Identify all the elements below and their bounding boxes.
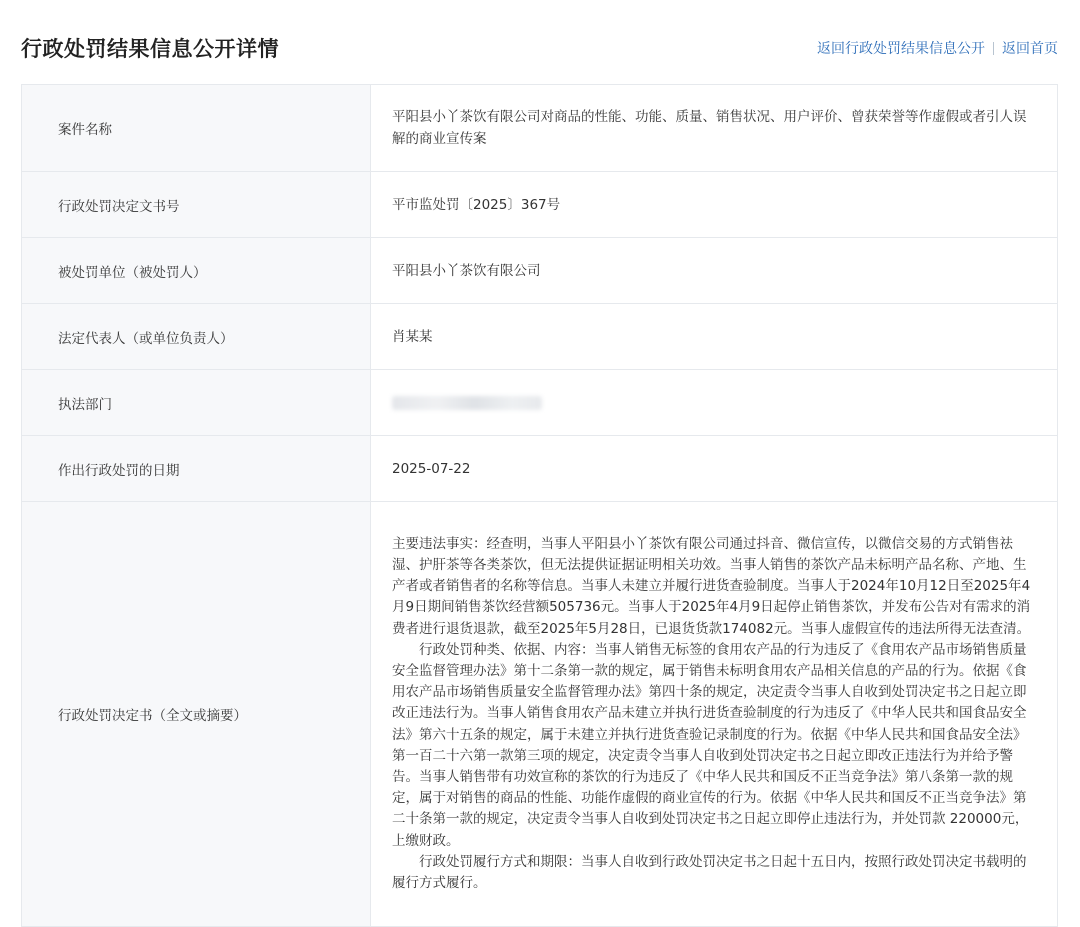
enforcement-department-value [371,370,1058,436]
case-name-value: 平阳县小丫茶饮有限公司对商品的性能、功能、质量、销售状况、用户评价、曾获荣誉等作虚假或者引人误解的商业宣传案 [371,85,1058,172]
page-header [0,0,1080,90]
table-row [22,172,1058,238]
decision-paragraph: 行政处罚种类、依据、内容：当事人销售无标签的食用农产品的行为违反了《食用农产品市场销售质量安全监督管理办法》第十二条第一款的规定，属于销售未标明食用农产品相关信息的产品的行为。依据《食用农产品市场销售质量安全监督管理办法》第四十条的规定，决定责令当事人自收到处罚决定书之日起立即改正违法行为。当事人销售食用农产品未建立并执行进货查验制度的行为违反了《中华人民共和国食品安全法》第六十五条的规定，属于未建立并执行进货查验记录制度的行为。依据《中华人民共和国食品安全法》第一百二十六第一款第三项的规定，决定责令当事人自收到处罚决定书之日起立即改正违法行为并给予警告。当事人销售带有功效宣称的茶饮的行为违反了《中华人民共和国反不正当竞争法》第八条第一款的规定，属于对销售的商品的性能、功能作虚假的商业宣传的行为。依据《中华人民共和国反不正当竞争法》第二十条第一款的规定，决定责令当事人自收到处罚决定书之日起立即停止违法行为，并处罚款 220000元，上缴财政。 [392,641,1029,849]
row-label: 法定代表人（或单位负责人） [22,304,371,370]
table-row [22,436,1058,502]
decision-text-value [371,502,1058,927]
row-label: 被处罚单位（被处罚人） [22,238,371,304]
row-label: 执法部门 [22,370,371,436]
decision-date-value: 2025-07-22 [371,436,1058,502]
document-number-value: 平市监处罚〔2025〕367号 [371,172,1058,238]
header-nav [817,38,1058,58]
page-title: 行政处罚结果信息公开详情 [21,37,279,61]
detail-table [21,84,1058,927]
row-label: 案件名称 [22,85,371,172]
row-label: 行政处罚决定书（全文或摘要） [22,502,371,927]
table-row [22,502,1058,927]
penalized-party-value: 平阳县小丫茶饮有限公司 [371,238,1058,304]
legal-representative-value: 肖某某 [371,304,1058,370]
back-to-home-link[interactable]: 返回首页 [1002,41,1058,57]
decision-paragraph: 主要违法事实：经查明，当事人平阳县小丫茶饮有限公司通过抖音、微信宣传，以微信交易的方式销售祛湿、护肝茶等各类茶饮，但无法提供证据证明相关功效。当事人销售的茶饮产品未标明产品名称、产地、生产者或者销售者的名称等信息。当事人未建立并履行进货查验制度。当事人于2024年10月12日至2025年4月9日期间销售茶饮经营额505736元。当事人于2025年4月9日起停止销售茶饮，并发布公告对有需求的消费者进行退货退款，截至2025年5月28日，已退货货款174082元。当事人虚假宣传的违法所得无法查清。 [392,535,1031,637]
table-row [22,370,1058,436]
back-to-list-link[interactable]: 返回行政处罚结果信息公开 [817,41,985,57]
nav-divider [993,42,994,55]
decision-paragraph: 行政处罚履行方式和期限：当事人自收到行政处罚决定书之日起十五日内，按照行政处罚决定书载明的履行方式履行。 [392,853,1027,892]
row-label: 行政处罚决定文书号 [22,172,371,238]
table-row [22,85,1058,172]
table-row [22,238,1058,304]
row-label: 作出行政处罚的日期 [22,436,371,502]
table-row [22,304,1058,370]
redacted-text [392,396,542,410]
